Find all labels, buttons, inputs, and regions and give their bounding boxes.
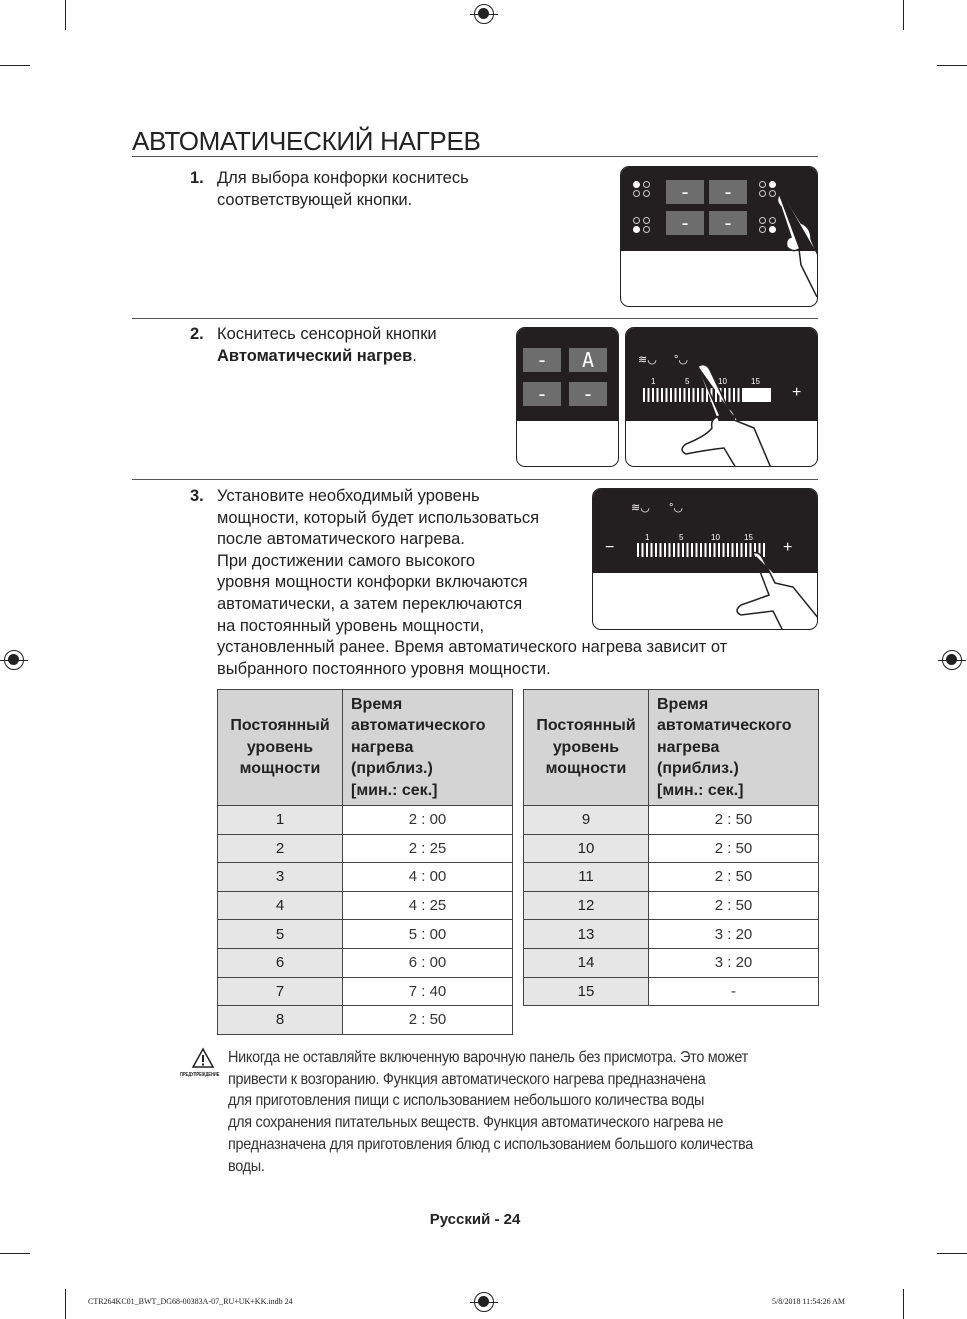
minus-icon: − [605,539,615,556]
power-level-illustration [592,488,818,630]
step-text: Коснитесь сенсорной кнопки [217,325,437,343]
heat-icon: ≋◡ [631,502,650,514]
divider [132,156,818,157]
crop-mark [65,0,66,30]
display-segment: - [666,211,704,235]
print-slug-file: CTR264KC01_BWT_DG68-00383A-07_RU+UK+KK.indb 24 [88,1297,293,1306]
warning-label: ПРЕДУПРЕЖДЕНИЕ [180,1072,220,1078]
hand-pointer-icon [771,187,818,297]
crop-mark [0,1253,30,1254]
step-text: соответствующей кнопки. [217,190,413,209]
display-segment: - [523,382,561,406]
scale-label: 15 [751,377,760,386]
hand-pointer-icon [733,549,818,630]
page-number: Русский - 24 [429,1211,521,1228]
registration-mark-icon [4,650,24,670]
display-segment: - [569,382,607,406]
crop-mark [937,65,967,66]
display-illustration [516,327,619,467]
display-segment: - [666,180,704,204]
table-row: 2 2 : 25 [218,834,513,863]
heat-icon: ≋◡ [638,354,657,366]
power-table-left [217,689,513,1035]
table-row: 3 4 : 00 [218,863,513,892]
step-text: после автоматического нагрева. [217,530,465,549]
scale-label: 10 [718,377,727,386]
punctuation: . [412,346,417,365]
header-level: Постоянный уровень мощности [524,690,649,806]
step-text: Для выбора конфорки коснитесь [217,169,469,187]
display-segment: - [709,180,747,204]
auto-heat-icon: °◡ [669,502,683,514]
table-row: 6 6 : 00 [218,948,513,977]
power-table-right [523,689,819,1006]
step-text: на постоянный уровень мощности, [217,616,485,635]
step-text: выбранного постоянного уровня мощности. [217,659,551,678]
control-panel-illustration [620,166,818,307]
table-row: 14 3 : 20 [524,948,819,977]
table-row: 11 2 : 50 [524,863,819,892]
table-row: 12 2 : 50 [524,891,819,920]
display-segment: - [709,211,747,235]
warning-icon [191,1047,215,1069]
table-row: 15 - [524,977,819,1006]
step-text: уровня мощности конфорки включаются [217,573,528,592]
crop-mark [0,65,30,66]
header-time: Время автоматического нагрева (приблиз.) [мин.: сек.] [343,690,513,806]
table-row: 4 4 : 25 [218,891,513,920]
table-row: 13 3 : 20 [524,920,819,949]
registration-mark-icon [942,650,962,670]
step-number: 2. [190,325,204,343]
table-row: 10 2 : 50 [524,834,819,863]
table-row: 1 2 : 00 [218,806,513,835]
step-number: 3. [190,487,204,505]
page-title: АВТОМАТИЧЕСКИЙ НАГРЕВ [132,126,481,156]
step-bold-text: Автоматический нагрев [217,346,413,365]
step-number: 1. [190,169,204,187]
plus-icon: + [783,539,793,556]
registration-mark-icon [474,4,494,24]
scale-label: 1 [645,533,650,542]
print-slug-date: 5/8/2018 11:54:26 AM [772,1297,846,1306]
display-segment-auto: A [569,348,607,372]
table-row: 9 2 : 50 [524,806,819,835]
divider [132,318,818,319]
registration-mark-icon [474,1292,494,1312]
crop-mark [903,0,904,30]
crop-mark [903,1289,904,1319]
header-level: Постоянный уровень мощности [218,690,343,806]
step-text: мощности, который будет использоваться [217,508,540,527]
scale-label: 10 [711,533,720,542]
table-row: 8 2 : 50 [218,1006,513,1035]
step-text: Установите необходимый уровень [217,487,480,505]
scale-label: 5 [685,377,690,386]
divider [132,479,818,480]
crop-mark [65,1289,66,1319]
crop-mark [937,1253,967,1254]
warning-text: Никогда не оставляйте включенную варочную панель без присмотра. Это может привести к возгоранию. Функция автоматического нагрева предназначена для приготовления пищи с использованием небольшого количества воды для сохранения питательных веществ. Функция автоматического нагрева не предназначена для приготовления блюд с использованием большого количества воды. [228,1049,754,1175]
auto-heat-icon: °◡ [674,354,688,366]
hand-pointer-icon [676,358,816,467]
step-text: При достижении самого высокого [217,551,476,570]
table-row: 5 5 : 00 [218,920,513,949]
scale-label: 5 [679,533,684,542]
power-slider-illustration [625,327,818,467]
display-segment: - [523,348,561,372]
scale-label: 15 [744,533,753,542]
step-text: автоматически, а затем переключаются [217,594,523,613]
scale-label: 1 [651,377,656,386]
header-time: Время автоматического нагрева (приблиз.) [мин.: сек.] [649,690,819,806]
plus-icon: + [792,384,802,401]
table-row: 7 7 : 40 [218,977,513,1006]
step-text: установленный ранее. Время автоматического нагрева зависит от [217,638,728,657]
